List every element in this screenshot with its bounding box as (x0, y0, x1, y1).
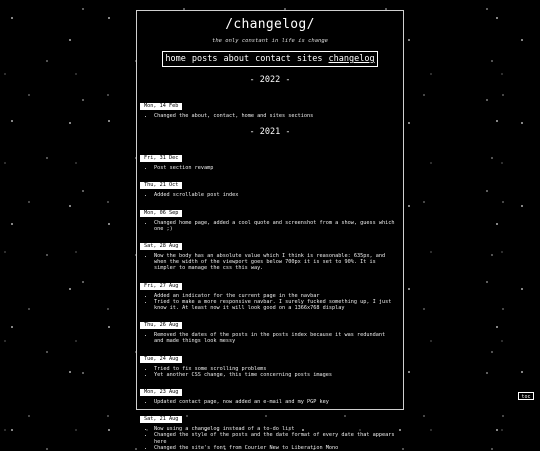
change-item: • Added an indicator for the current page in the navbar (154, 293, 400, 299)
toc-button[interactable]: toc (518, 392, 534, 400)
change-item: • Now using a changelog instead of a to-do list (154, 426, 400, 432)
change-item: • Yet another CSS change, this time concerning posts images (154, 372, 400, 378)
changelog-container (136, 10, 404, 451)
change-item: • Removed the dates of the posts in the posts index because it was redundant and made things look messy (154, 332, 400, 344)
changelog-entry (140, 171, 400, 198)
entry-date: Sat, 28 Aug (140, 243, 182, 250)
entry-changes-list (154, 113, 400, 119)
page-subtitle: the only constant in life is change (212, 38, 328, 44)
nav-link-contact[interactable]: contact (255, 54, 291, 64)
changelog-entry (140, 272, 400, 312)
nav-link-sites[interactable]: sites (296, 54, 323, 64)
nav-link-posts[interactable]: posts (191, 54, 218, 64)
navbar (162, 51, 378, 67)
year-heading: - 2021 - (249, 127, 291, 138)
change-item: • Tried to make a more responsive navbar. I surely fucked something up, I just know it. At least now it will look good on a 1366x768 display (154, 299, 400, 311)
entry-changes-list (154, 293, 400, 312)
change-item: • Now the body has an absolute value which I think is reasonable: 635px, and when the width of the viewport goes below 700px it is set to 90%. It is simpler to manage the css this way. (154, 253, 400, 272)
change-item: • Tried to fix some scrolling problems (154, 366, 400, 372)
entry-date: Sat, 21 Aug (140, 416, 182, 423)
changelog-entry (140, 199, 400, 232)
nav-link-about[interactable]: about (223, 54, 250, 64)
entry-date: Fri, 31 Dec (140, 155, 182, 162)
changelog-entry (140, 311, 400, 344)
change-item: • Changed the about, contact, home and sites sections (154, 113, 400, 119)
change-item: • Changed the style of the posts and the date format of every date that appears here (154, 432, 400, 444)
entry-changes-list (154, 220, 400, 232)
changelog-entry (140, 345, 400, 378)
changelog-entry (140, 232, 400, 272)
changelog-entry (140, 378, 400, 405)
entry-date: Mon, 23 Aug (140, 389, 182, 396)
change-item: • Post section revamp (154, 165, 400, 171)
nav-link-home[interactable]: home (165, 54, 186, 64)
page-title: /changelog/ (225, 17, 315, 32)
changelog-content (137, 75, 403, 451)
changelog-entry (140, 144, 400, 171)
nav-link-changelog[interactable]: changelog (328, 54, 375, 64)
entry-date: Tue, 24 Aug (140, 356, 182, 363)
change-item: • Changed the site's font from Courier New to Liberation Mono (154, 445, 400, 451)
entry-changes-list (154, 253, 400, 272)
changelog-entry (140, 405, 400, 451)
change-item: • Updated contact page, now added an e-mail and my PGP key (154, 399, 400, 405)
entry-date: Thu, 26 Aug (140, 322, 182, 329)
changelog-entry (140, 92, 400, 119)
entry-changes-list (154, 366, 400, 378)
entry-date: Fri, 27 Aug (140, 283, 182, 290)
entry-changes-list (154, 332, 400, 344)
entry-date: Mon, 06 Sep (140, 210, 182, 217)
entry-date: Mon, 14 Feb (140, 103, 182, 110)
year-heading: - 2022 - (249, 75, 291, 85)
entry-changes-list (154, 426, 400, 451)
entry-date: Thu, 21 Oct (140, 182, 182, 189)
change-item: • Added scrollable post index (154, 192, 400, 198)
change-item: • Changed home page, added a cool quote and screenshot from a show, guess which one ;) (154, 220, 400, 232)
